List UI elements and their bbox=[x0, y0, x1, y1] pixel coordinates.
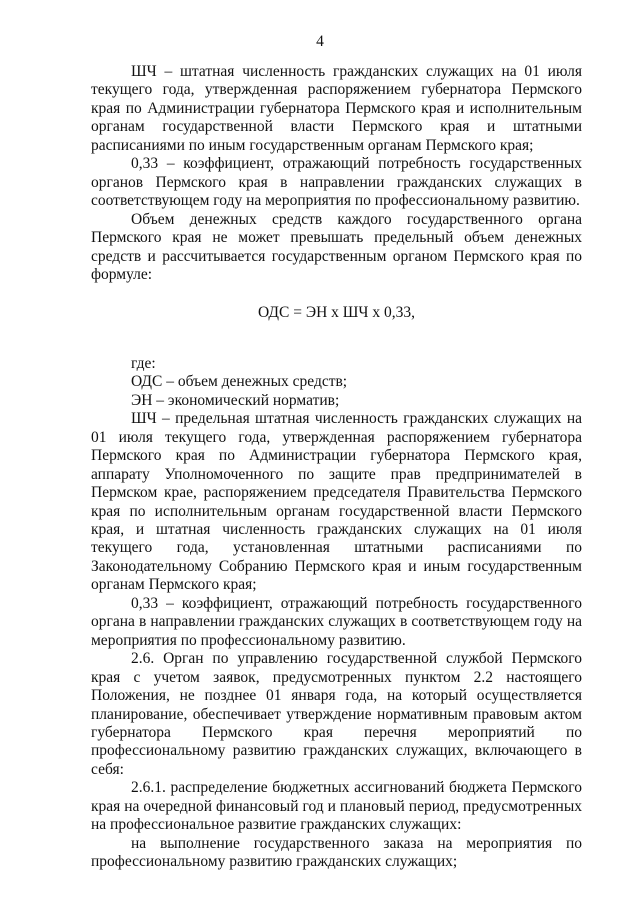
paragraph-coefficient: 0,33 – коэффициент, отражающий потребность государственных органов Пермского края в направлении гражданских служащих в соответствующем году на мероприятия по профессиональному развитию. bbox=[91, 155, 582, 210]
paragraph-funds-volume: Объем денежных средств каждого государственного органа Пермского края не может превышать предельный объем денежных средств и рассчитывается государственным органом Пермского края по формуле: bbox=[91, 210, 582, 283]
where-label: где: bbox=[131, 354, 156, 372]
page-number: 4 bbox=[316, 33, 324, 50]
definition-ods: ОДС – объем денежных средств; bbox=[131, 373, 348, 391]
paragraph-shch-limit: ШЧ – предельная штатная численность гражданских служащих на 01 июля текущего года, утвержденная распоряжением губернатора Пермского края по Администрации губернатора Пермского края, аппарату Уполномоченного по защите прав предпринимателей в Пермском крае, распоряжением председателя Правительства Пермского края по исполнительным органам государственной власти Пермского края, и штатная численность гражданских служащих на 01 июля текущего года, установленная штатными расписаниями по Законодательному Собранию Пермского края и иным государственным органам Пермского края; bbox=[91, 410, 582, 594]
paragraph-coefficient-2: 0,33 – коэффициент, отражающий потребность государственного органа в направлении гражданских служащих в соответствующем году на мероприятия по профессиональному развитию. bbox=[91, 594, 582, 649]
formula: ОДС = ЭН х ШЧ х 0,33, bbox=[258, 304, 415, 322]
paragraph-2-6: 2.6. Орган по управлению государственной службой Пермского края с учетом заявок, предусмотренных пунктом 2.2 настоящего Положения, не позднее 01 января года, на который осуществляется планирование, обеспечивает утверждение нормативным правовым актом губернатора Пермского края перечня мероприятий по профессиональному развитию гражданских служащих, включающего в себя: bbox=[91, 650, 582, 778]
paragraph-state-order: на выполнение государственного заказа на мероприятия по профессиональному развитию гражданских служащих; bbox=[91, 834, 582, 871]
definition-en: ЭН – экономический норматив; bbox=[131, 391, 340, 409]
paragraph-shch-definition: ШЧ – штатная численность гражданских служащих на 01 июля текущего года, утвержденная распоряжением губернатора Пермского края по Администрации губернатора Пермского края и исполнительным органам государственной власти Пермского края и штатными расписаниями по иным государственным органам Пермского края; bbox=[91, 63, 582, 154]
paragraph-2-6-1: 2.6.1. распределение бюджетных ассигнований бюджета Пермского края на очередной финансовый год и плановый период, предусмотренных на профессиональное развитие гражданских служащих: bbox=[91, 779, 582, 834]
document-body bbox=[91, 63, 582, 872]
